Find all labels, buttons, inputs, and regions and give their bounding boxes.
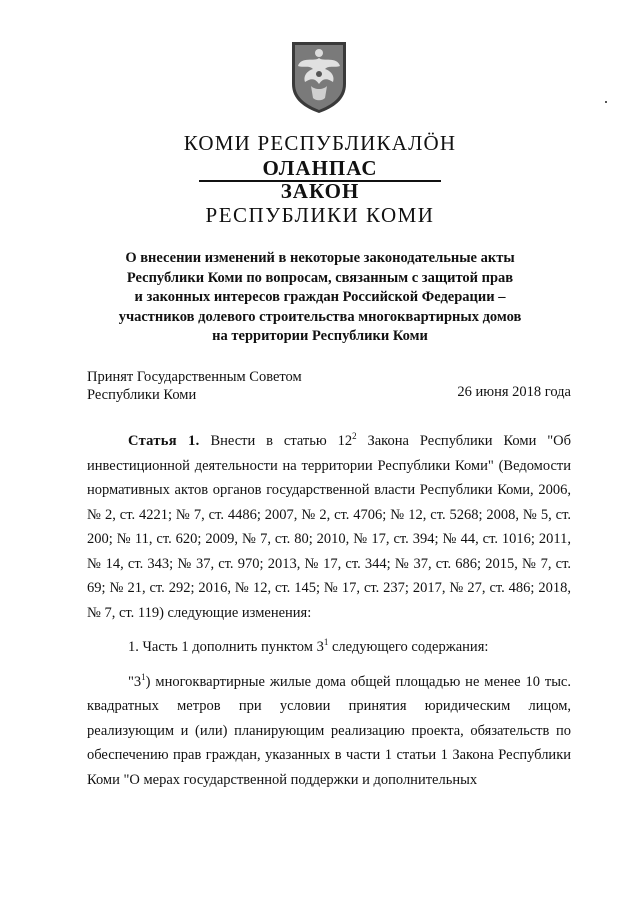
item-1-paragraph: 1. Часть 1 дополнить пунктом $3^1$ следующего содержания: — [128, 637, 489, 655]
law-title-line: на территории Республики Коми — [212, 328, 428, 344]
header-law: ЗАКОН — [280, 179, 360, 203]
law-title-line: Республики Коми по вопросам, связанным с защитой прав — [126, 269, 514, 286]
adopted-by-line: Принят Государственным Советом — [87, 369, 302, 385]
header-republic: РЕСПУБЛИКИ КОМИ — [205, 203, 435, 227]
article-1-paragraph: Статья 1. Внести в статью $12^2$ Закона Республики Коми "Об инвестиционной деятельности на территории Республики Коми" (Ведомости нормативных актов органов государственной власти Республики Коми, 2006, № 2, ст. 4221; № 7, ст. 4486; 2007, № 2, ст. 4706; № 12, ст. 5268; 2008, № 5, ст. 200; № 11, ст. 620; 2009, № 7, ст. 80; 2010, № 17, ст. 394; № 44, ст. 1016; 2011, № 14, ст. 343; № 37, ст. 970; 2013, № 17, ст. 344; № 37, ст. 686; 2015, № 7, ст. 69; № 21, ст. 292; 2016, № 12, ст. 145; № 17, ст. 237; 2017, № 27, ст. 486; 2018, № 7, ст. 119) следующие изменения: — [87, 431, 571, 621]
adopted-by — [87, 368, 302, 404]
quoted-paragraph: "$3^1$) многоквартирные жилые дома общей площадью не менее 10 тыс. квадратных метров при условии принятия юридическим лицом, реализующим и (или) планирующим реализацию проекта, обязательств по обеспечению прав граждан, указанных в части 1 статьи 1 Закона Республики Коми "О мерах государственной поддержки и дополнительных — [87, 671, 571, 788]
adopted-by-line: Республики Коми — [87, 387, 197, 403]
law-title — [60, 249, 580, 347]
header-komi-title: КОМИ РЕСПУБЛИКАЛÖН — [183, 131, 457, 155]
coat-of-arms-emblem — [289, 38, 349, 114]
law-body — [87, 429, 571, 792]
adoption-date: 26 июня 2018 года — [457, 384, 571, 400]
law-title-line: участников долевого строительства многоквартирных домов — [118, 308, 522, 325]
law-title-line: и законных интересов граждан Российской Федерации – — [134, 289, 506, 305]
article-1-label: Статья 1. — [128, 433, 200, 449]
scan-speck — [605, 101, 607, 103]
law-title-line: О внесении изменений в некоторые законодательные акты — [125, 250, 515, 266]
header-komi-law: ОЛАНПАС — [262, 156, 378, 180]
